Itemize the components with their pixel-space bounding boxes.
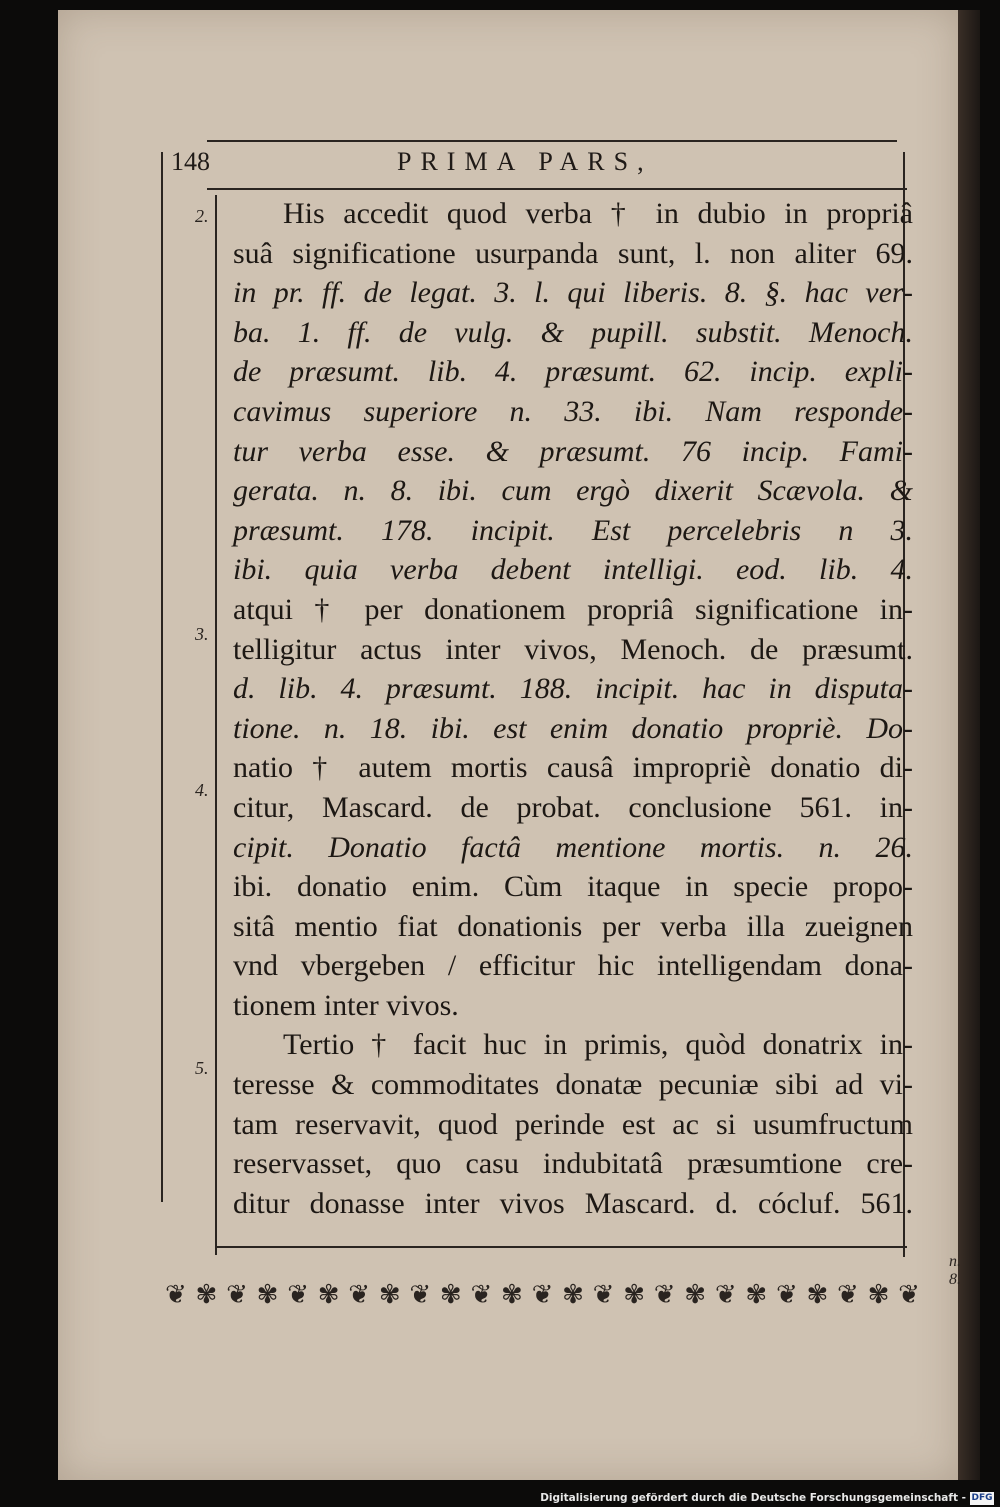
text-line: ditur donasse inter vivos Mascard. d. cócluf. 561. <box>233 1186 913 1220</box>
fleuron-icon: ❦ <box>775 1280 798 1310</box>
margin-rule <box>215 195 217 1255</box>
fleuron-icon: ✾ <box>867 1280 890 1310</box>
fleuron-icon: ❦ <box>837 1280 859 1310</box>
text-line: ibi. donatio enim. Cùm itaque in specie propo- <box>233 870 913 904</box>
text-line: cavimus superiore n. 33. ibi. Nam responde- <box>233 394 913 428</box>
text-line: ba. 1. ff. de vulg. & pupill. substit. Menoch. <box>233 315 913 349</box>
fleuron-icon: ✾ <box>745 1280 768 1310</box>
fleuron-icon: ✾ <box>439 1280 462 1310</box>
page-number: 148 <box>171 147 210 176</box>
fleuron-icon: ✾ <box>501 1280 523 1310</box>
text-line: citur, Mascard. de probat. conclusione 561. in- <box>233 790 913 824</box>
text-frame <box>107 140 961 1288</box>
catchword: n. 8. <box>949 1253 961 1288</box>
fleuron-icon: ❦ <box>714 1280 737 1310</box>
text-line: ibi. quia verba debent intelligi. eod. lib. 4. <box>233 553 913 587</box>
fleuron-icon: ❦ <box>592 1280 615 1310</box>
fleuron-icon: ❦ <box>898 1280 920 1310</box>
footer-bar <box>0 1490 1000 1507</box>
text-line: tur verba esse. & præsumt. 76 incip. Fami- <box>233 434 913 468</box>
dfg-logo: DFG <box>971 1493 993 1503</box>
text-line: suâ significatione usurpanda sunt, l. non aliter 69. <box>233 236 913 270</box>
text-line: reservasset, quo casu indubitatâ præsumtione cre- <box>233 1147 913 1181</box>
header-rule <box>207 188 907 190</box>
fleuron-icon: ✾ <box>562 1280 584 1310</box>
fleuron-icon: ✾ <box>378 1280 401 1310</box>
text-line: præsumt. 178. incipit. Est percelebris n 3. <box>233 513 913 547</box>
text-line: atqui † per donationem propriâ significatione in- <box>233 592 913 626</box>
text-line: gerata. n. 8. ibi. cum ergò dixerit Scævola. & <box>233 474 913 508</box>
margin-note: 5. <box>195 1058 209 1078</box>
fleuron-icon: ✾ <box>684 1280 707 1310</box>
text-line: d. lib. 4. præsumt. 188. incipit. hac in disputa- <box>233 672 913 706</box>
fleuron-icon: ❦ <box>226 1280 248 1310</box>
text-line: cipit. Donatio factâ mentione mortis. n. 26. <box>233 830 913 864</box>
top-rule <box>207 140 897 142</box>
page-edge <box>958 10 980 1480</box>
ornament-band <box>165 1278 920 1312</box>
fleuron-icon: ❦ <box>165 1280 187 1310</box>
text-line: teresse & commoditates donatæ pecuniæ sibi ad vi- <box>233 1068 913 1102</box>
fleuron-icon: ❦ <box>470 1280 493 1310</box>
text-line: telligitur actus inter vivos, Menoch. de præsumt. <box>233 632 913 666</box>
text-line: tam reservavit, quod perinde est ac si usumfructum <box>233 1107 913 1141</box>
fleuron-icon: ✾ <box>195 1280 218 1310</box>
margin-note: 2. <box>195 206 209 226</box>
text-line: in pr. ff. de legat. 3. l. qui liberis. 8. §. hac ver- <box>233 276 913 310</box>
fleuron-icon: ✾ <box>256 1280 279 1310</box>
fleuron-icon: ❦ <box>531 1280 554 1310</box>
margin-note: 3. <box>195 624 209 644</box>
text-line: natio † autem mortis causâ impropriè donatio di- <box>233 751 913 785</box>
fleuron-icon: ❦ <box>653 1280 676 1310</box>
bottom-rule <box>217 1246 907 1248</box>
text-line: tionem inter vivos. <box>233 988 459 1022</box>
running-title: PRIMA PARS, <box>397 147 653 176</box>
text-line: His accedit quod verba † in dubio in propriâ <box>283 197 913 230</box>
text-line: sitâ mentio fiat donationis per verba illa zueignen <box>233 909 913 943</box>
fleuron-icon: ❦ <box>348 1280 371 1310</box>
text-line: de præsumt. lib. 4. præsumt. 62. incip. expli- <box>233 355 913 389</box>
text-line: Tertio † facit huc in primis, quòd donatrix in- <box>283 1028 913 1062</box>
funding-credit: Digitalisierung gefördert durch die Deutsche Forschungsgemeinschaft - <box>540 1492 966 1504</box>
body-text <box>233 194 913 1223</box>
left-outer-rule <box>161 152 163 1202</box>
fleuron-icon: ✾ <box>806 1280 829 1310</box>
text-line: vnd vbergeben / efficitur hic intelligendam dona- <box>233 949 913 983</box>
fleuron-icon: ✾ <box>623 1280 645 1310</box>
margin-note: 4. <box>195 780 209 800</box>
fleuron-icon: ❦ <box>409 1280 432 1310</box>
fleuron-icon: ❦ <box>287 1280 309 1310</box>
fleuron-icon: ✾ <box>317 1280 340 1310</box>
text-line: tione. n. 18. ibi. est enim donatio propriè. Do- <box>233 711 913 745</box>
running-head <box>107 145 907 185</box>
